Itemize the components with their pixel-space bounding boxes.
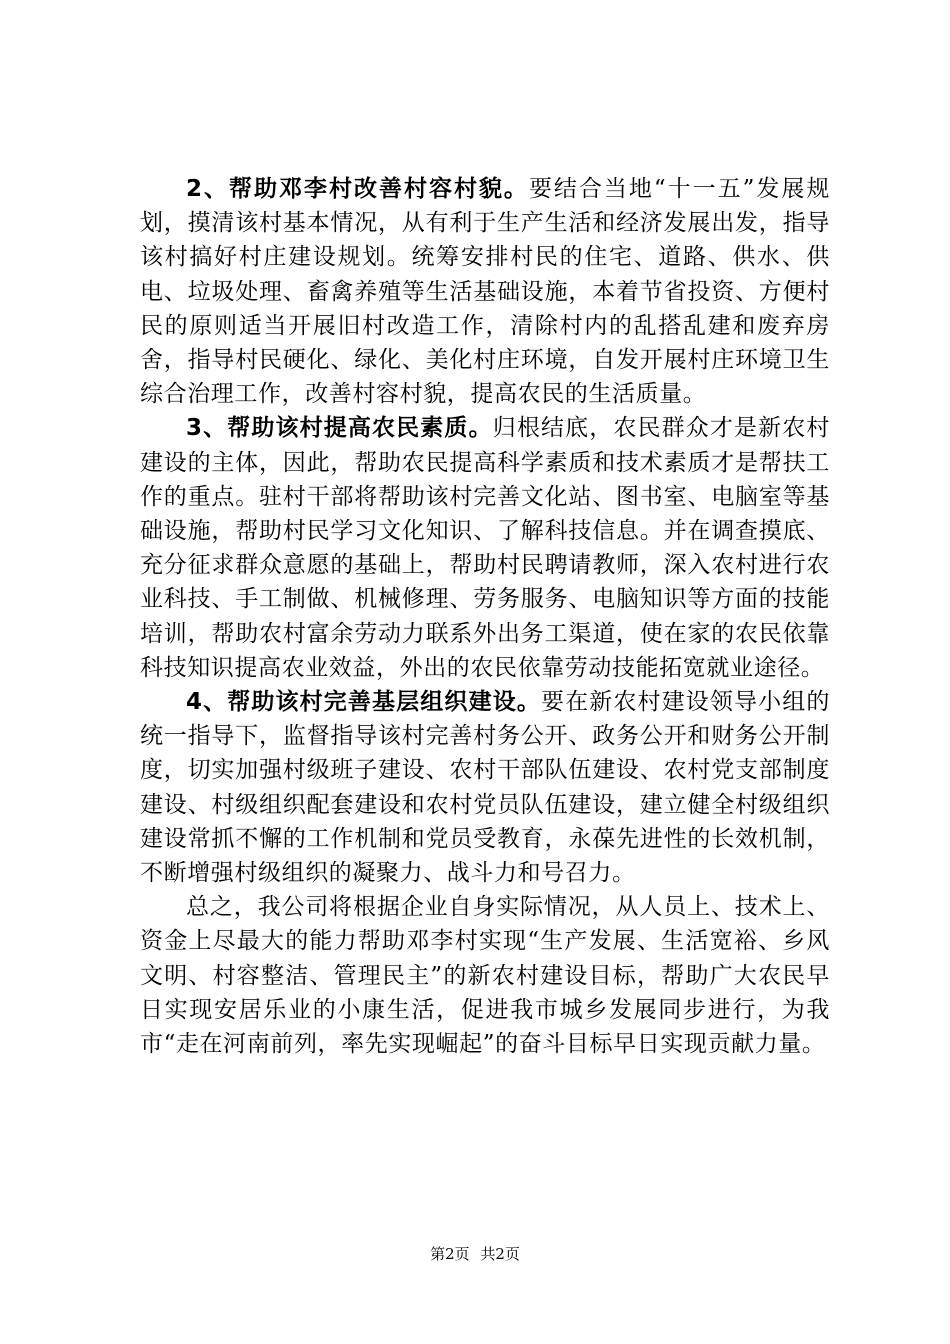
paragraph-grassroots-organization — [140, 685, 830, 890]
paragraph-conclusion — [140, 890, 830, 1061]
paragraph-text: 总之，我公司将根据企业自身实际情况，从人员上、技术上、资金上尽最大的能力帮助邓李村实现“生产发展、生活宽裕、乡风文明、村容整洁、管理民主”的新农村建设目标，帮助广大农民早日实现安居乐业的小康生活，促进我市城乡发展同步进行，为我市“走在河南前列，率先实现崛起”的奋斗目标早日实现贡献力量。 — [140, 894, 830, 1058]
paragraph-text: 归根结底，农民群众才是新农村建设的主体，因此，帮助农民提高科学素质和技术素质才是帮扶工作的重点。驻村干部将帮助该村完善文化站、图书室、电脑室等基础设施，帮助村民学习文化知识、了解科技信息。并在调查摸底、充分征求群众意愿的基础上，帮助村民聘请教师，深入农村进行农业科技、手工制做、机械修理、劳务服务、电脑知识等方面的技能培训，帮助农村富余劳动力联系外出务工渠道，使在家的农民依靠科技知识提高农业效益，外出的农民依靠劳动技能拓宽就业途径。 — [140, 415, 830, 681]
page-number: 第2页 — [430, 1245, 470, 1263]
paragraph-heading: 2、帮助邓李村改善村容村貌。 — [186, 176, 529, 202]
paragraph-farmer-quality — [140, 411, 830, 685]
paragraph-text: 要在新农村建设领导小组的统一指导下，监督指导该村完善村务公开、政务公开和财务公开制度，切实加强村级班子建设、农村干部队伍建设、农村党支部制度建设、村级组织配套建设和农村党员队伍建设，建立健全村级组织建设常抓不懈的工作机制和党员受教育，永葆先进性的长效机制，不断增强村级组织的凝聚力、战斗力和号召力。 — [140, 689, 830, 887]
paragraph-heading: 3、帮助该村提高农民素质。 — [186, 415, 493, 442]
paragraph-text: 要结合当地“十一五”发展规划，摸清该村基本情况，从有利于生产生活和经济发展出发，指导该村搞好村庄建设规划。统筹安排村民的住宅、道路、供水、供电、垃圾处理、畜禽养殖等生活基础设施，本着节省投资、方便村民的原则适当开展旧村改造工作，清除村内的乱搭乱建和废弃房舍，指导村民硬化、绿化、美化村庄环境，自发开展村庄环境卫生综合治理工作，改善村容村貌，提高农民的生活质量。 — [140, 176, 830, 408]
page-footer — [0, 1243, 950, 1264]
page-total: 共2页 — [480, 1245, 520, 1263]
document-body — [140, 172, 830, 1061]
paragraph-heading: 4、帮助该村完善基层组织建设。 — [186, 689, 541, 716]
paragraph-village-appearance — [140, 172, 830, 411]
